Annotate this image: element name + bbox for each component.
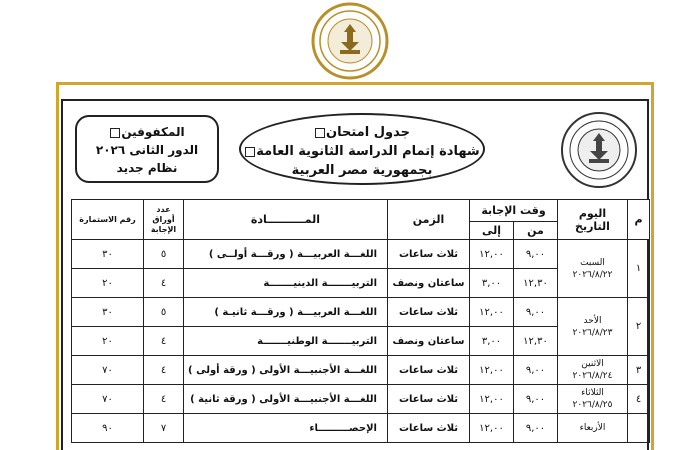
duration: ثلاث ساعات: [388, 385, 470, 414]
time-from: ١٢,٣٠: [514, 327, 558, 356]
duration: ساعتان ونصف: [388, 327, 470, 356]
day-date: ٢٠٢٦/٨/٢٥: [572, 400, 613, 410]
col-duration: الزمن: [388, 200, 470, 240]
system-label: نظام جديد: [116, 161, 178, 175]
col-form-no: رقم الاستمارة: [72, 200, 144, 240]
day-index: ١: [628, 240, 650, 298]
table-row: [72, 385, 650, 414]
col-day-date: [558, 200, 628, 240]
papers-count: ٤: [144, 356, 184, 385]
title-line-1: جدول امتحان: [326, 125, 410, 140]
col-from: من: [514, 222, 558, 240]
exam-schedule-sheet: [56, 82, 654, 450]
checkbox-icon: [110, 128, 120, 138]
day-name: السبت: [580, 257, 605, 268]
form-number: ٣٠: [72, 298, 144, 327]
category-box: [75, 115, 219, 183]
exam-schedule-table: [71, 199, 650, 443]
col-day: اليوم: [578, 206, 607, 220]
time-from: ١٢,٣٠: [514, 269, 558, 298]
time-to: ١٢,٠٠: [470, 385, 514, 414]
time-to: ٣,٠٠: [470, 269, 514, 298]
form-number: ٢٠: [72, 327, 144, 356]
day-date: ٢٠٢٦/٨/٢٤: [572, 371, 613, 381]
sheet-inner-frame: [61, 99, 649, 450]
papers-count: ٥: [144, 240, 184, 269]
checkbox-icon: [245, 147, 255, 157]
table-row: [72, 298, 650, 327]
duration: ثلاث ساعات: [388, 414, 470, 443]
day-name: الاثنين: [581, 359, 604, 369]
duration: ثلاث ساعات: [388, 240, 470, 269]
form-number: ٧٠: [72, 385, 144, 414]
col-answer-time: وقت الإجابة: [470, 200, 558, 222]
day-date: ٢٠٢٦/٨/٢٢: [572, 269, 613, 280]
form-number: ٣٠: [72, 240, 144, 269]
col-to: إلى: [470, 222, 514, 240]
time-from: ٩,٠٠: [514, 414, 558, 443]
subject: اللغـــة العربيـــة ( ورقـــة أولــى ): [184, 240, 388, 269]
table-row: [72, 356, 650, 385]
table-row: [72, 414, 650, 443]
egypt-ministry-seal-icon: [310, 2, 390, 80]
day-cell: [558, 240, 628, 298]
papers-count: ٤: [144, 385, 184, 414]
day-cell: [558, 385, 628, 414]
day-index: ٤: [628, 385, 650, 414]
subject: الإحصـــــــــاء: [184, 414, 388, 443]
title-line-2: شهادة إتمام الدراسة الثانوية العامة: [256, 144, 480, 159]
col-index: م: [628, 200, 650, 240]
papers-count: ٤: [144, 327, 184, 356]
title-oval: [239, 113, 485, 185]
time-to: ١٢,٠٠: [470, 414, 514, 443]
time-to: ١٢,٠٠: [470, 356, 514, 385]
duration: ثلاث ساعات: [388, 356, 470, 385]
day-date: ٢٠٢٦/٨/٢٣: [572, 327, 613, 338]
col-date: التاريخ: [575, 219, 610, 233]
egypt-ministry-seal-icon: [559, 109, 639, 191]
subject: اللغـــة العربيـــة ( ورقـــة ثانيـة ): [184, 298, 388, 327]
session-label: الدور الثانى ٢٠٢٦: [95, 143, 199, 157]
title-line-3: بجمهورية مصر العربية: [291, 163, 433, 178]
day-index: [628, 414, 650, 443]
day-index: ٢: [628, 298, 650, 356]
time-from: ٩,٠٠: [514, 356, 558, 385]
col-subject: المــــــــــادة: [184, 200, 388, 240]
day-cell: [558, 298, 628, 356]
papers-count: ٥: [144, 298, 184, 327]
checkbox-icon: [315, 128, 325, 138]
subject: اللغـــة الأجنبيـــة الأولى ( ورقة أولى ): [184, 356, 388, 385]
day-cell: [558, 414, 628, 443]
col-papers: عدد أوراق الإجابة: [144, 200, 184, 240]
papers-count: ٧: [144, 414, 184, 443]
table-row: [72, 240, 650, 269]
time-to: ١٢,٠٠: [470, 298, 514, 327]
duration: ساعتان ونصف: [388, 269, 470, 298]
ministry-seal-logo: [310, 2, 390, 80]
day-name: الأحد: [583, 315, 602, 326]
day-index: ٣: [628, 356, 650, 385]
duration: ثلاث ساعات: [388, 298, 470, 327]
time-to: ١٢,٠٠: [470, 240, 514, 269]
form-number: ٢٠: [72, 269, 144, 298]
form-number: ٧٠: [72, 356, 144, 385]
time-to: ٣,٠٠: [470, 327, 514, 356]
time-from: ٩,٠٠: [514, 298, 558, 327]
subject: التربيـــــــة الدينيـــــــة: [184, 269, 388, 298]
papers-count: ٤: [144, 269, 184, 298]
day-name: الثلاثاء: [581, 388, 604, 398]
time-from: ٩,٠٠: [514, 240, 558, 269]
day-name: الأربعاء: [579, 423, 606, 433]
form-number: ٩٠: [72, 414, 144, 443]
time-from: ٩,٠٠: [514, 385, 558, 414]
subject: التربيـــــــة الوطنيـــــــة: [184, 327, 388, 356]
inner-ministry-logo: [559, 109, 639, 191]
subject: اللغـــة الأجنبيـــة الأولى ( ورقة ثانية ): [184, 385, 388, 414]
category-title: المكفوفين: [121, 125, 185, 139]
day-cell: [558, 356, 628, 385]
